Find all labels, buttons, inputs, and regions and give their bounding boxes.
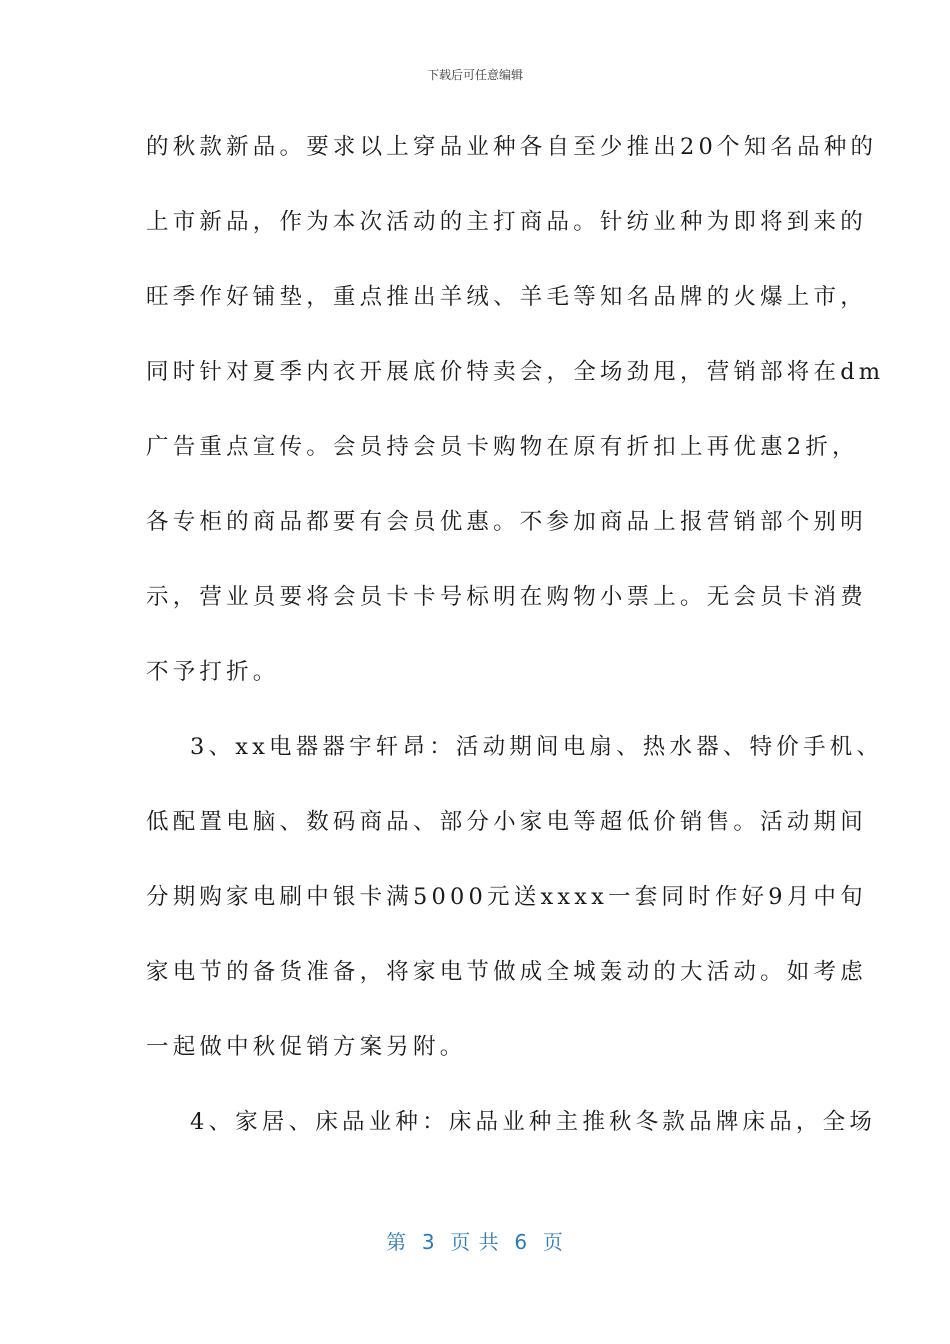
body-line-2: 上市新品，作为本次活动的主打商品。针纺业种为即将到来的: [146, 209, 867, 235]
header-note: 下载后可任意编辑: [426, 68, 523, 82]
body-line-7: 示，营业员要将会员卡卡号标明在购物小票上。无会员卡消费: [146, 584, 867, 610]
document-body: [146, 125, 885, 1175]
body-line-3: 旺季作好铺垫，重点推出羊绒、羊毛等知名品牌的火爆上市，: [146, 284, 867, 310]
body-line-9: 3、xx电器器宇轩昂：活动期间电扇、热水器、特价手机、: [190, 734, 884, 760]
body-line-12: 家电节的备货准备，将家电节做成全城轰动的大活动。如考虑: [146, 959, 867, 985]
body-line-4: 同时针对夏季内衣开展底价特卖会，全场劲甩，营销部将在dm: [146, 359, 885, 385]
body-line-13: 一起做中秋促销方案另附。: [146, 1034, 467, 1060]
body-line-11: 分期购家电刷中银卡满5000元送xxxx一套同时作好9月中旬: [146, 884, 867, 910]
body-line-5: 广告重点宣传。会员持会员卡购物在原有折扣上再优惠2折，: [146, 434, 859, 460]
body-line-8: 不予打折。: [146, 659, 280, 685]
body-line-14: 4、家居、床品业种：床品业种主推秋冬款品牌床品，全场: [190, 1109, 877, 1135]
page-number-footer: 第 3 页 共 6 页: [386, 1230, 564, 1254]
body-line-6: 各专柜的商品都要有会员优惠。不参加商品上报营销部个别明: [146, 509, 867, 535]
body-line-10: 低配置电脑、数码商品、部分小家电等超低价销售。活动期间: [146, 809, 867, 835]
body-line-1: 的秋款新品。要求以上穿品业种各自至少推出20个知名品种的: [146, 134, 878, 160]
